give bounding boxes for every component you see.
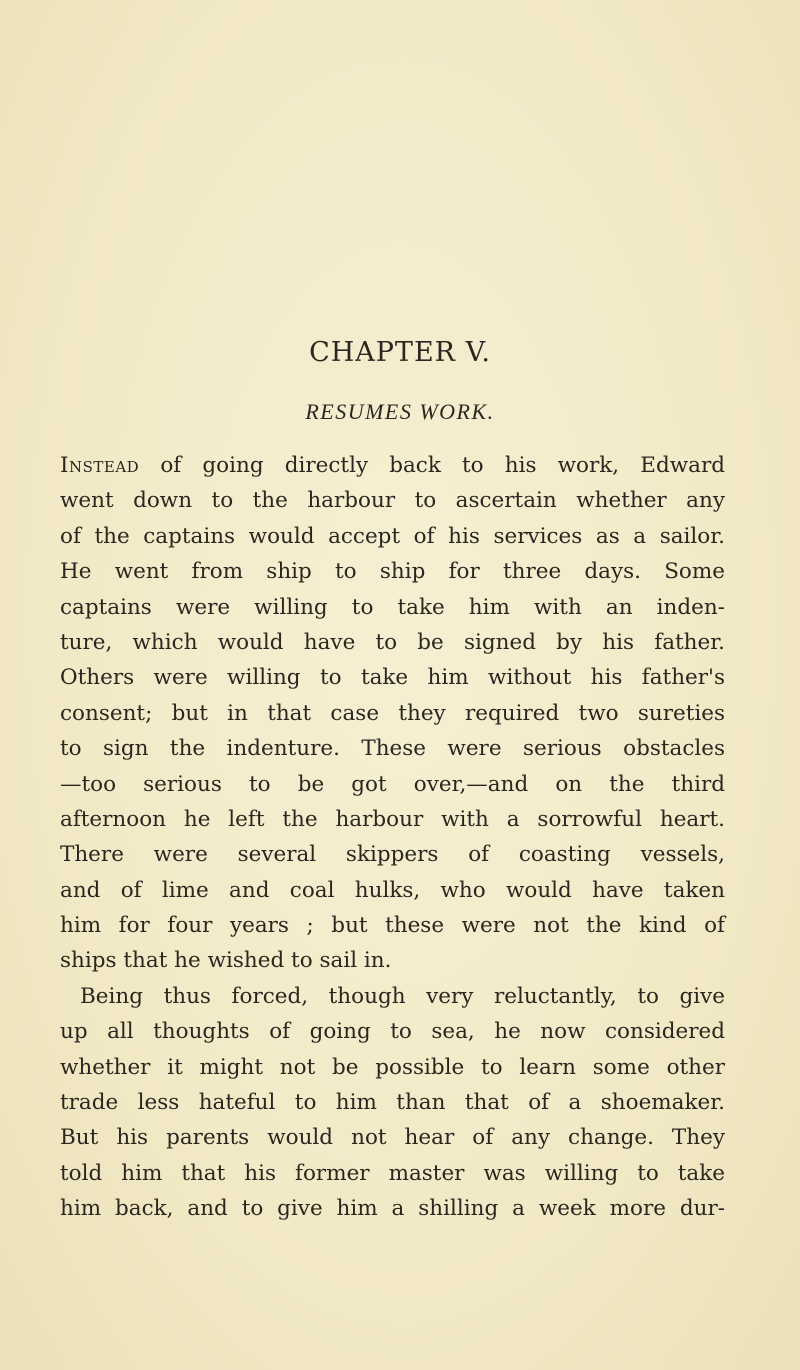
- paragraph-1-line-5: captains were willing to take him with an inden-: [60, 594, 725, 620]
- paragraph-1-line-8: consent; but in that case they required two sureties: [60, 700, 725, 726]
- chapter-subtitle: RESUMES WORK.: [305, 399, 495, 424]
- paragraph-1-line-3: of the captains would accept of his services as a sailor.: [60, 523, 725, 549]
- paragraph-1-line-9: to sign the indenture. These were serious obstacles: [60, 736, 725, 762]
- paragraph-1-line-13: and of lime and coal hulks, who would have taken: [60, 877, 725, 903]
- paragraph-1-line-2: went down to the harbour to ascertain whether any: [60, 488, 725, 514]
- paragraph-2-line-5: But his parents would not hear of any change. They: [60, 1125, 725, 1151]
- paragraph-2-line-7: him back, and to give him a shilling a week more dur-: [60, 1196, 725, 1222]
- line-text: of going directly back to his work, Edward: [139, 453, 725, 478]
- paragraph-1-line-10: —too serious to be got over,—and on the third: [60, 771, 725, 797]
- paragraph-1-line-4: He went from ship to ship for three days. Some: [60, 559, 725, 585]
- paragraph-1-line-11: afternoon he left the harbour with a sorrowful heart.: [60, 806, 725, 832]
- paragraph-1-line-6: ture, which would have to be signed by his father.: [60, 629, 725, 655]
- body-text: [60, 448, 725, 1227]
- paragraph-2-line-1: Being thus forced, though very reluctantly, to give: [80, 983, 725, 1009]
- paragraph-1-line-7: Others were willing to take him without his father's: [60, 665, 725, 691]
- paragraph-2-line-6: told him that his former master was willing to take: [60, 1160, 725, 1186]
- paragraph-2-line-3: whether it might not be possible to learn some other: [60, 1054, 725, 1080]
- paragraph-1-line-12: There were several skippers of coasting vessels,: [60, 842, 725, 868]
- lead-word: Instead: [60, 453, 140, 478]
- chapter-title: CHAPTER V.: [309, 337, 491, 368]
- paragraph-2-line-2: up all thoughts of going to sea, he now considered: [60, 1019, 725, 1045]
- paragraph-1-line-14: him for four years ; but these were not the kind of: [60, 913, 725, 939]
- paragraph-2-line-4: trade less hateful to him than that of a shoemaker.: [60, 1090, 725, 1116]
- paragraph-1-line-1: [60, 448, 725, 483]
- paragraph-1-line-15: ships that he wished to sail in.: [60, 948, 392, 974]
